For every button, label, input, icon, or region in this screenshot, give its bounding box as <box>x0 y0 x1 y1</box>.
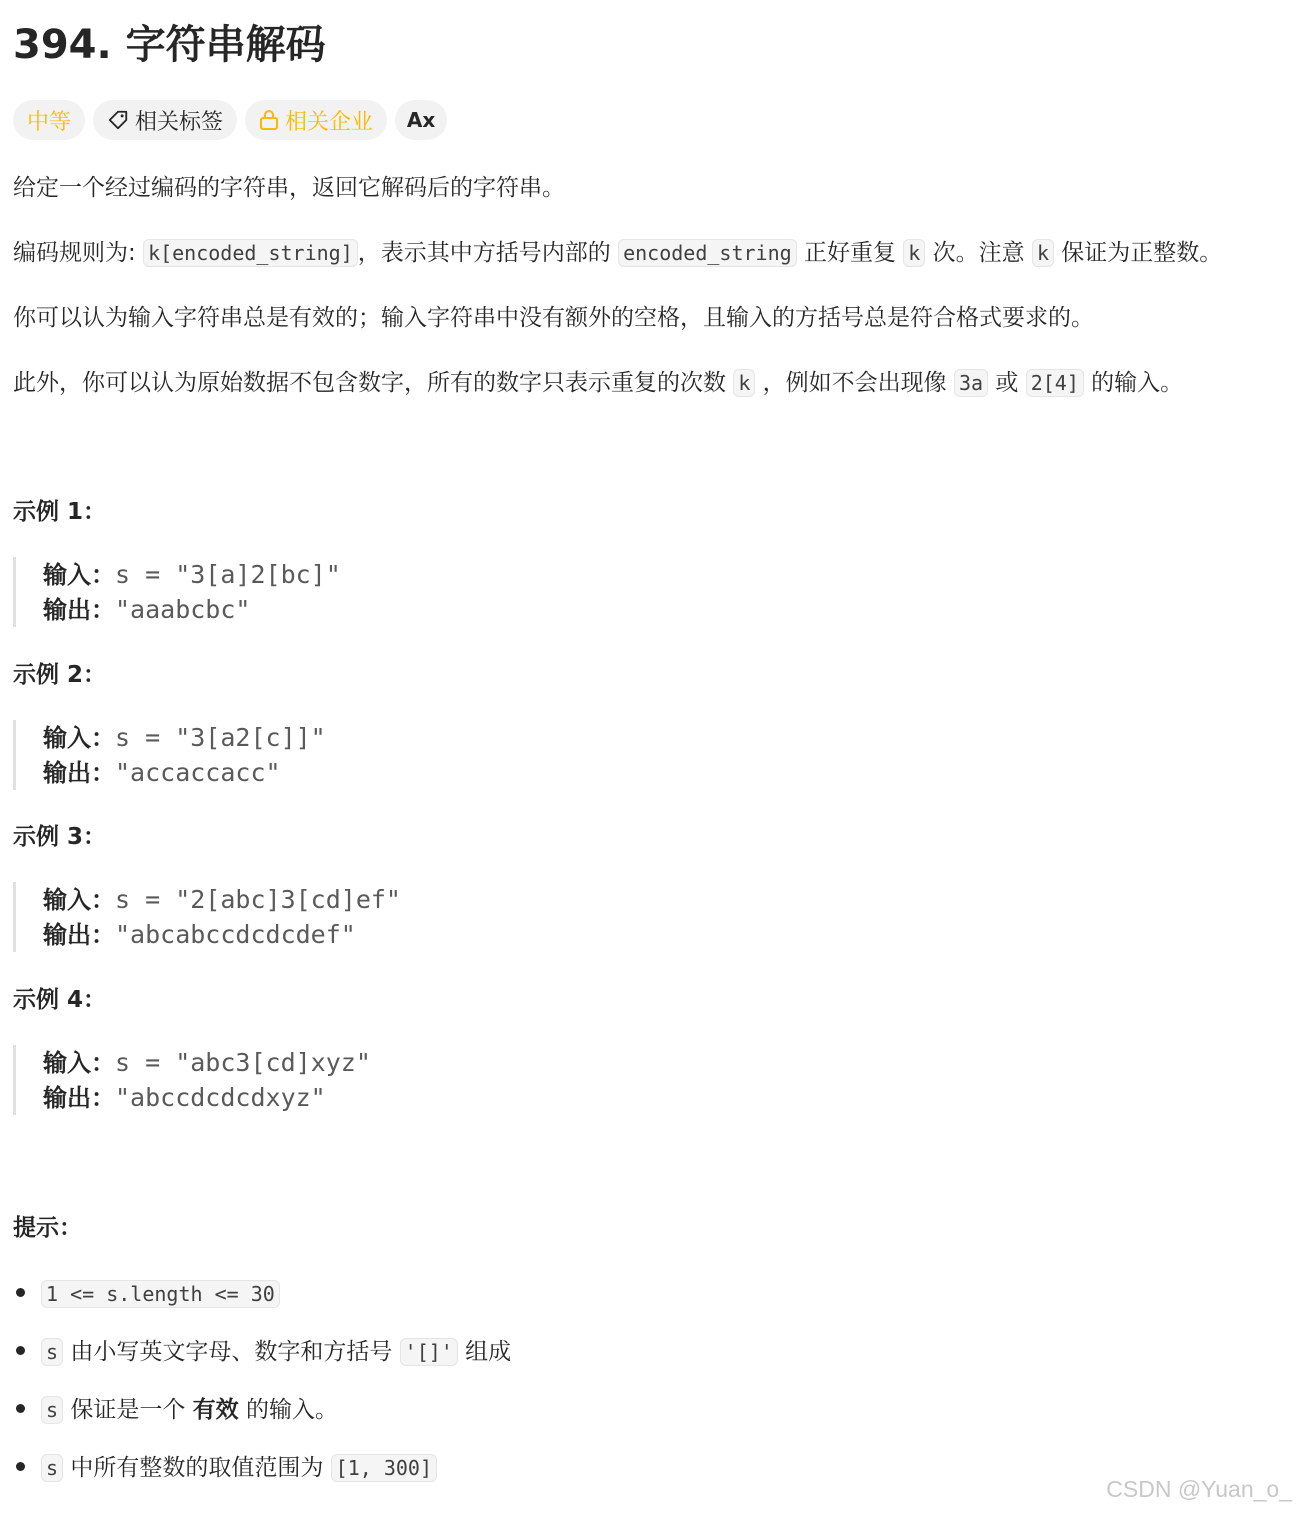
bold-text: 有效 <box>192 1397 239 1423</box>
inline-code: s <box>41 1454 63 1482</box>
text-segment: 的输入。 <box>238 1397 338 1423</box>
inline-code: '[]' <box>400 1338 458 1366</box>
example-1-block <box>13 557 613 627</box>
related-tags-label: 相关标签 <box>135 109 224 135</box>
example-4-heading: 示例 4： <box>13 987 107 1013</box>
text-segment: 组成 <box>457 1339 512 1365</box>
difficulty-label: 中等 <box>27 109 72 135</box>
bullet-icon <box>16 1462 25 1471</box>
translate-button[interactable] <box>395 100 447 140</box>
text-segment: 保证为正整数。 <box>1054 240 1223 266</box>
inline-code: k <box>903 239 925 267</box>
input-label: 输入： <box>43 886 115 914</box>
inline-code: k <box>733 369 755 397</box>
related-tags-button[interactable] <box>93 100 237 140</box>
output-label: 输出： <box>43 921 115 949</box>
inline-code: s <box>41 1396 63 1424</box>
difficulty-badge <box>13 100 85 140</box>
example-input-line <box>43 882 613 917</box>
example-2-heading: 示例 2： <box>13 662 107 688</box>
text-segment: 的输入。 <box>1083 370 1184 396</box>
lock-icon <box>259 109 279 131</box>
text-segment: 中所有整数的取值范围为 <box>63 1455 331 1481</box>
text-segment: 保证是一个 <box>63 1397 193 1423</box>
input-value: s = "2[abc]3[cd]ef" <box>115 885 401 914</box>
inline-code: 2[4] <box>1026 369 1084 397</box>
related-companies-button[interactable] <box>245 100 387 140</box>
translate-icon: Ax <box>406 108 436 132</box>
text-segment: ，表示其中方括号内部的 <box>357 240 619 266</box>
text-segment: 编码规则为: <box>13 240 144 266</box>
bullet-icon <box>16 1288 25 1297</box>
example-input-line <box>43 1045 613 1080</box>
hint-item <box>13 1450 511 1508</box>
tag-icon <box>107 109 129 131</box>
inline-code: k <box>1032 239 1054 267</box>
hint-item <box>13 1276 511 1334</box>
related-companies-label: 相关企业 <box>285 109 374 135</box>
inline-code: 1 <= s.length <= 30 <box>41 1280 280 1308</box>
example-output-line <box>43 917 613 952</box>
description-paragraph-4 <box>13 365 1183 401</box>
output-value: "abccdcdcdxyz" <box>115 1083 326 1112</box>
output-value: "accaccacc" <box>115 758 281 787</box>
input-value: s = "3[a]2[bc]" <box>115 560 341 589</box>
example-input-line <box>43 720 613 755</box>
hints-list <box>13 1276 511 1508</box>
example-output-line <box>43 755 613 790</box>
example-3-block <box>13 882 613 952</box>
input-label: 输入： <box>43 561 115 589</box>
example-output-line <box>43 1080 613 1115</box>
example-input-line <box>43 557 613 592</box>
output-label: 输出： <box>43 1084 115 1112</box>
example-1-heading: 示例 1： <box>13 499 107 525</box>
example-4-block <box>13 1045 613 1115</box>
text-segment: 此外，你可以认为原始数据不包含数字，所有的数字只表示重复的次数 <box>13 370 734 396</box>
tag-bar <box>13 100 447 140</box>
inline-code: s <box>41 1338 63 1366</box>
inline-code: encoded_string <box>618 239 797 267</box>
description-paragraph-3: 你可以认为输入字符串总是有效的；输入字符串中没有额外的空格，且输入的方括号总是符合格式要求的。 <box>13 305 1094 331</box>
inline-code: k[encoded_string] <box>143 239 358 267</box>
example-3-heading: 示例 3： <box>13 824 107 850</box>
text-segment: 由小写英文字母、数字和方括号 <box>63 1339 400 1365</box>
output-value: "abcabccdcdcdef" <box>115 920 356 949</box>
text-segment: 正好重复 <box>796 240 904 266</box>
output-label: 输出： <box>43 759 115 787</box>
watermark: CSDN @Yuan_o_ <box>1106 1476 1292 1502</box>
text-segment: 或 <box>988 370 1026 396</box>
hints-heading: 提示： <box>13 1215 82 1241</box>
output-value: "aaabcbc" <box>115 595 251 624</box>
input-value: s = "abc3[cd]xyz" <box>115 1048 371 1077</box>
description-paragraph-2 <box>13 235 1222 271</box>
input-value: s = "3[a2[c]]" <box>115 723 326 752</box>
text-segment: 次。注意 <box>925 240 1032 266</box>
inline-code: 3a <box>954 369 988 397</box>
output-label: 输出： <box>43 596 115 624</box>
inline-code: [1, 300] <box>331 1454 437 1482</box>
example-2-block <box>13 720 613 790</box>
description-paragraph-1: 给定一个经过编码的字符串，返回它解码后的字符串。 <box>13 175 565 201</box>
hint-item <box>13 1334 511 1392</box>
bullet-icon <box>16 1346 25 1355</box>
input-label: 输入： <box>43 724 115 752</box>
input-label: 输入： <box>43 1049 115 1077</box>
text-segment: ，例如不会出现像 <box>755 370 954 396</box>
bullet-icon <box>16 1404 25 1413</box>
hint-item <box>13 1392 511 1450</box>
page-title: 394. 字符串解码 <box>13 22 326 68</box>
example-output-line <box>43 592 613 627</box>
